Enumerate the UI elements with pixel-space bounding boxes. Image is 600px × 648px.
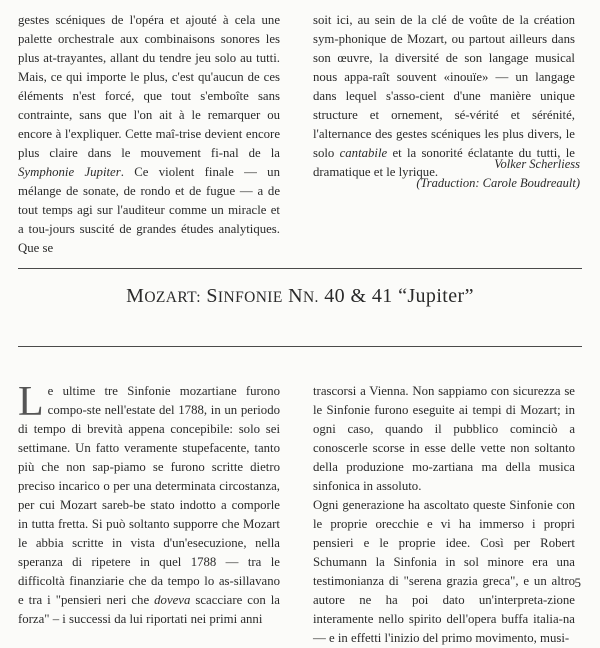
translator-credit: (Traduction: Carole Boudreault)	[416, 176, 580, 190]
intro-column-left	[18, 11, 280, 258]
text-run: e ultime tre Sinfonie mozartiane furono compo-ste nell'estate del 1788, in un periodo di tempo di brevità appena concepibile: solo sei settimane. Un fatto veramente stupefacente, tanto più che non sap-piamo se furono scritte dietro preciso incarico o per una determinata circostanza, per cui Mozart sareb-be stato indotto a comporle in tutta fretta. Si può soltanto supporre che Mozart le abbia scritte in vista d'un'esecuzione, nella speranza di ripetere in quel 1788 — tra le difficoltà finanziarie che da tempo lo as-sillavano e tra i "pensieri neri che	[18, 384, 280, 607]
author-signature: Volker Scherliess	[494, 157, 580, 171]
body-column-left	[18, 379, 280, 629]
body-column-right	[313, 382, 575, 648]
drop-cap: L	[18, 379, 44, 425]
text-run: . Ce violent finale — un mélange de sonate, de rondo et de fugue — a de tout temps agi sur l'auditeur comme un miracle et a tou-jours suscité de grandes études analytiques. Que se	[18, 165, 280, 255]
section-title-text: MOZART: SINFONIE NN. 40 & 41 “Jupiter”	[126, 285, 474, 307]
text-run: scacciare con la forza" – i successi da lui riportati nei primi anni	[18, 593, 280, 626]
intro-paragraph-left	[18, 11, 280, 258]
section-divider-top	[18, 268, 582, 269]
section-title	[0, 285, 600, 308]
text-run: soit ici, au sein de la clé de voûte de la création sym-phonique de Mozart, ou partout ailleurs dans son œuvre, la diversité de son langage musical nous appa-raît souvent «inouïe» — un langage dans lequel s'asso-cient d'une manière unique structure et ornement, sé-vérité et sérénité, l'alternance des gestes scéniques les plus divers, le solo	[313, 13, 575, 160]
section-divider-bottom	[18, 346, 582, 347]
work-title-italic: Symphonie Jupiter	[18, 165, 121, 179]
term-italic: cantabile	[339, 146, 388, 160]
page-number: 5	[574, 575, 581, 590]
text-run: gestes scéniques de l'opéra et ajouté à cela une palette orchestrale aux combinaisons sonores les plus at-trayantes, allant du tendre jeu solo au tutti. Mais, ce qui importe le plus, c'est qu'aucun de ces éléments n'est forcé, que tout s'emboîte sans contrainte, sans que l'on ait à le remarquer ou encore à l'expliquer. Cette maî-trise devient encore plus claire dans le mouvement fi-nal de la	[18, 13, 280, 160]
body-paragraph-right-1: trascorsi a Vienna. Non sappiamo con sicurezza se le Sinfonie furono eseguite ai tempi di Mozart; in ogni caso, quando il pubblico cominciò a conoscerle scorse in esse delle vette non soltanto della produzione mo-zartiana ma della musica sinfonica in assoluto.	[313, 384, 575, 493]
body-paragraph-right-2: Ogni generazione ha ascoltato queste Sinfonie con le proprie orecchie e vi ha immerso i propri pensieri e le proprie idee. Così per Robert Schumann la Sinfonia in sol minore era una testimonianza di "serena grazia greca", e un altro autore ne ha poi dato un'interpreta-zione interamente nello spirito dell'opera buffa italia-na — e in effetti l'inizio del primo movimento, musi-	[313, 498, 575, 645]
body-paragraph-left	[18, 379, 280, 629]
text-run: et la sonorité éclatante du tutti, le dramatique et le lyrique.	[313, 146, 575, 179]
term-italic: doveva	[154, 593, 191, 607]
